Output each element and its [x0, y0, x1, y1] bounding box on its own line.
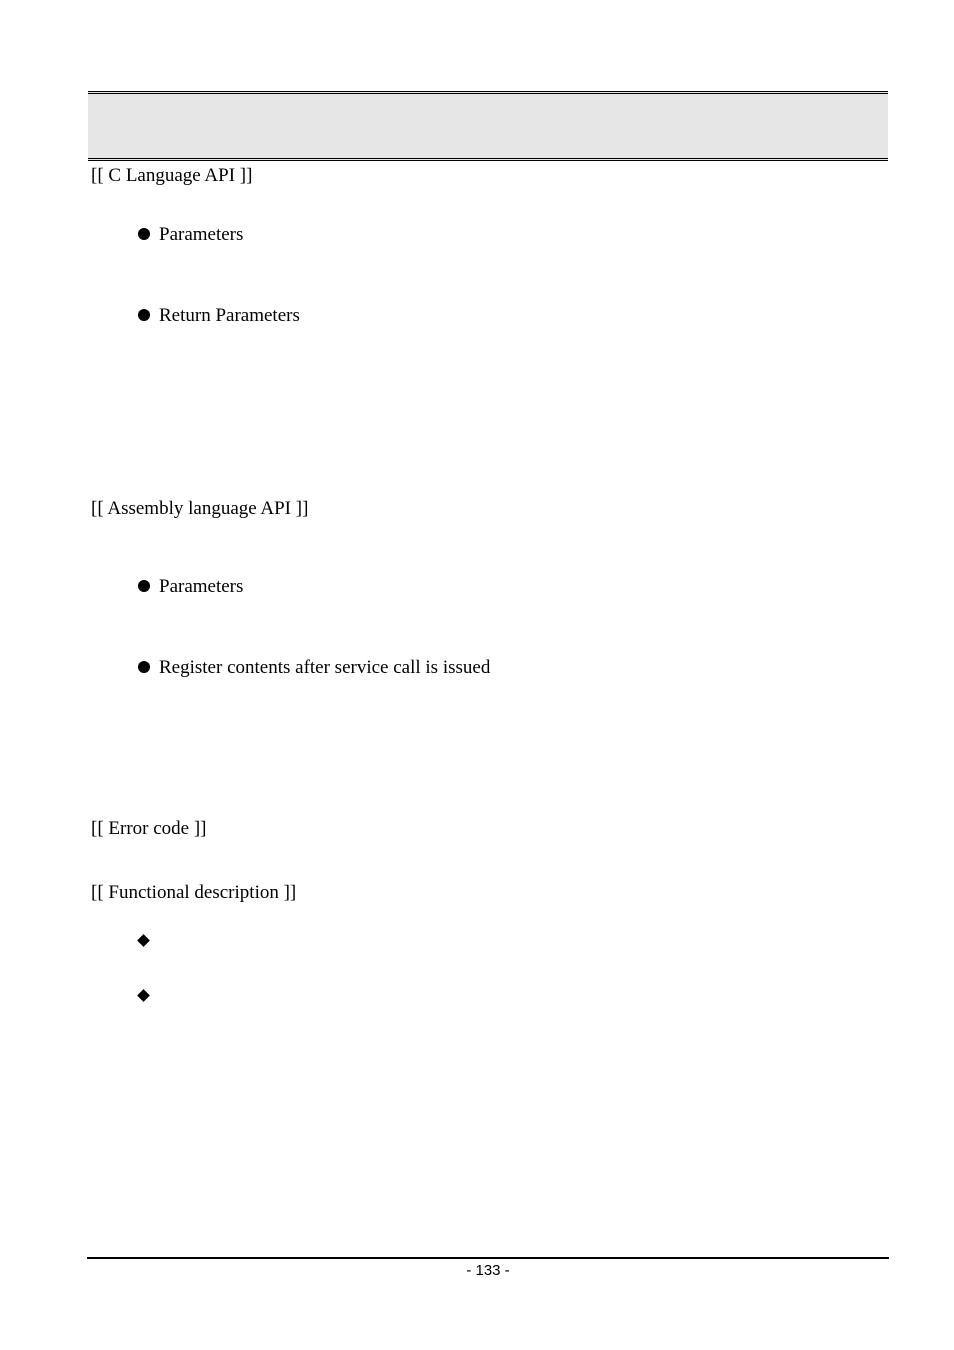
header-band	[88, 91, 888, 161]
functional-description-item	[138, 990, 152, 1004]
diamond-icon	[137, 934, 150, 947]
asm-api-parameters-item	[138, 576, 243, 598]
asm-api-register-contents-item	[138, 657, 490, 679]
footer-rule	[87, 1257, 889, 1259]
c-api-parameters-item	[138, 224, 243, 246]
diamond-icon	[137, 989, 150, 1002]
page-number: - 133 -	[466, 1262, 510, 1279]
c-language-api-heading: [[ C Language API ]]	[91, 165, 253, 186]
bullet-icon	[138, 580, 150, 592]
bullet-icon	[138, 309, 150, 321]
error-code-heading: [[ Error code ]]	[91, 818, 207, 839]
c-api-parameters-label: Parameters	[159, 224, 244, 245]
assembly-language-api-heading: [[ Assembly language API ]]	[91, 498, 309, 519]
functional-description-item	[138, 935, 152, 949]
bullet-icon	[138, 228, 150, 240]
c-api-return-parameters-item	[138, 305, 300, 327]
c-api-return-parameters-label: Return Parameters	[159, 305, 300, 326]
asm-api-parameters-label: Parameters	[159, 576, 244, 597]
functional-description-heading: [[ Functional description ]]	[91, 882, 297, 903]
asm-api-register-contents-label: Register contents after service call is issued	[159, 657, 491, 678]
bullet-icon	[138, 661, 150, 673]
